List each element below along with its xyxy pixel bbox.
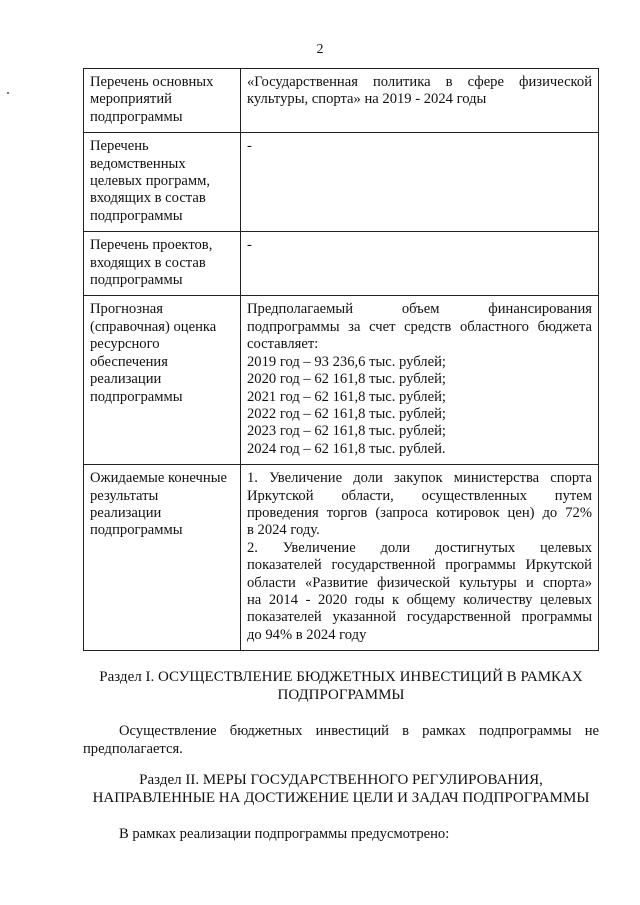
table-row: [84, 69, 599, 133]
value-line: 2023 год – 62 161,8 тыс. рублей;: [247, 423, 446, 440]
row-label-cell: [84, 465, 241, 651]
table-row: [84, 296, 599, 465]
scan-speck: [7, 92, 9, 94]
value-line: проведения торгов (запроса котировок цен) до 72%: [247, 504, 592, 521]
table-row: [84, 133, 599, 232]
value-line: на 2014 - 2020 годы к общему количеству целевых: [247, 591, 592, 608]
value-line: 2022 год – 62 161,8 тыс. рублей;: [247, 405, 446, 422]
label-line: реализации: [90, 371, 162, 388]
row-label-cell: [84, 133, 241, 232]
value-line: 2021 год – 62 161,8 тыс. рублей;: [247, 388, 446, 405]
section-1-title-line: Раздел I. ОСУЩЕСТВЛЕНИЕ БЮДЖЕТНЫХ ИНВЕСТИЦИЙ В РАМКАХ: [99, 669, 583, 685]
paragraph-line: предполагается.: [83, 741, 183, 757]
value-line: Иркутской области, осуществленных путем: [247, 487, 592, 504]
value-line: подпрограммы за счет средств областного бюджета: [247, 318, 592, 335]
label-line: подпрограммы: [90, 108, 183, 125]
value-line: «Государственная политика в сфере физической: [247, 74, 592, 90]
row-value-cell: [241, 69, 599, 133]
value-line: в 2024 году.: [247, 522, 320, 539]
section-1-paragraph: [83, 722, 599, 758]
label-line: Ожидаемые конечные: [90, 470, 227, 487]
table-body: [84, 69, 599, 651]
row-value-cell: [241, 133, 599, 232]
label-line: результаты: [90, 487, 159, 504]
label-line: Перечень проектов,: [90, 237, 213, 254]
table-row: [84, 465, 599, 651]
value-line: области «Развитие физической культуры и спорта»: [247, 574, 592, 591]
value-line: 1. Увеличение доли закупок министерства спорта: [247, 470, 592, 487]
row-label-cell: [84, 296, 241, 465]
value-line: составляет:: [247, 336, 319, 353]
section-1-title: [83, 668, 599, 704]
label-line: Прогнозная: [90, 301, 163, 318]
label-line: Перечень: [90, 138, 149, 155]
row-label-cell: [84, 232, 241, 296]
label-line: ресурсного: [90, 336, 160, 353]
value-line: Предполагаемый объем финансирования: [247, 301, 592, 318]
row-value-cell: [241, 465, 599, 651]
section-2-title-line: НАПРАВЛЕННЫЕ НА ДОСТИЖЕНИЕ ЦЕЛИ И ЗАДАЧ ПОДПРОГРАММЫ: [92, 790, 590, 806]
value-line: 2019 год – 93 236,6 тыс. рублей;: [247, 353, 446, 370]
value-line: до 94% в 2024 году: [247, 626, 367, 643]
section-2-title-line: Раздел II. МЕРЫ ГОСУДАРСТВЕННОГО РЕГУЛИРОВАНИЯ,: [139, 772, 543, 788]
value-line: показателей указанной государственной программы: [247, 609, 592, 626]
value-line: 2020 год – 62 161,8 тыс. рублей;: [247, 371, 446, 388]
row-label-cell: [84, 69, 241, 133]
label-line: входящих в состав: [90, 254, 206, 271]
section-1-title-line: ПОДПРОГРАММЫ: [277, 687, 405, 703]
value-line: -: [247, 237, 252, 254]
table-row: [84, 232, 599, 296]
label-line: ведомственных: [90, 155, 186, 172]
value-line: культуры, спорта» на 2019 - 2024 годы: [247, 91, 487, 108]
label-line: мероприятий: [90, 91, 172, 108]
paragraph-line: Осуществление бюджетных инвестиций в рамках подпрограммы не: [119, 723, 599, 739]
label-line: реализации: [90, 504, 162, 521]
label-line: целевых программ,: [90, 173, 210, 190]
row-value-cell: [241, 232, 599, 296]
label-line: (справочная) оценка: [90, 318, 217, 335]
label-line: Перечень основных: [90, 74, 214, 90]
label-line: входящих в состав: [90, 190, 206, 207]
value-line: -: [247, 138, 252, 155]
value-line: показателей государственной программы Иркутской: [247, 557, 592, 574]
label-line: подпрограммы: [90, 388, 183, 405]
value-line: 2024 год – 62 161,8 тыс. рублей.: [247, 440, 446, 457]
page-number: 2: [316, 42, 324, 57]
row-value-cell: [241, 296, 599, 465]
label-line: подпрограммы: [90, 207, 183, 224]
label-line: обеспечения: [90, 353, 168, 370]
subprogram-passport-table: [83, 68, 599, 651]
paragraph-line: В рамках реализации подпрограммы предусмотрено:: [119, 826, 450, 842]
value-line: 2. Увеличение доли достигнутых целевых: [247, 539, 592, 556]
label-line: подпрограммы: [90, 522, 183, 539]
label-line: подпрограммы: [90, 272, 183, 289]
section-2-paragraph: [83, 825, 599, 843]
section-2-title: [83, 771, 599, 807]
